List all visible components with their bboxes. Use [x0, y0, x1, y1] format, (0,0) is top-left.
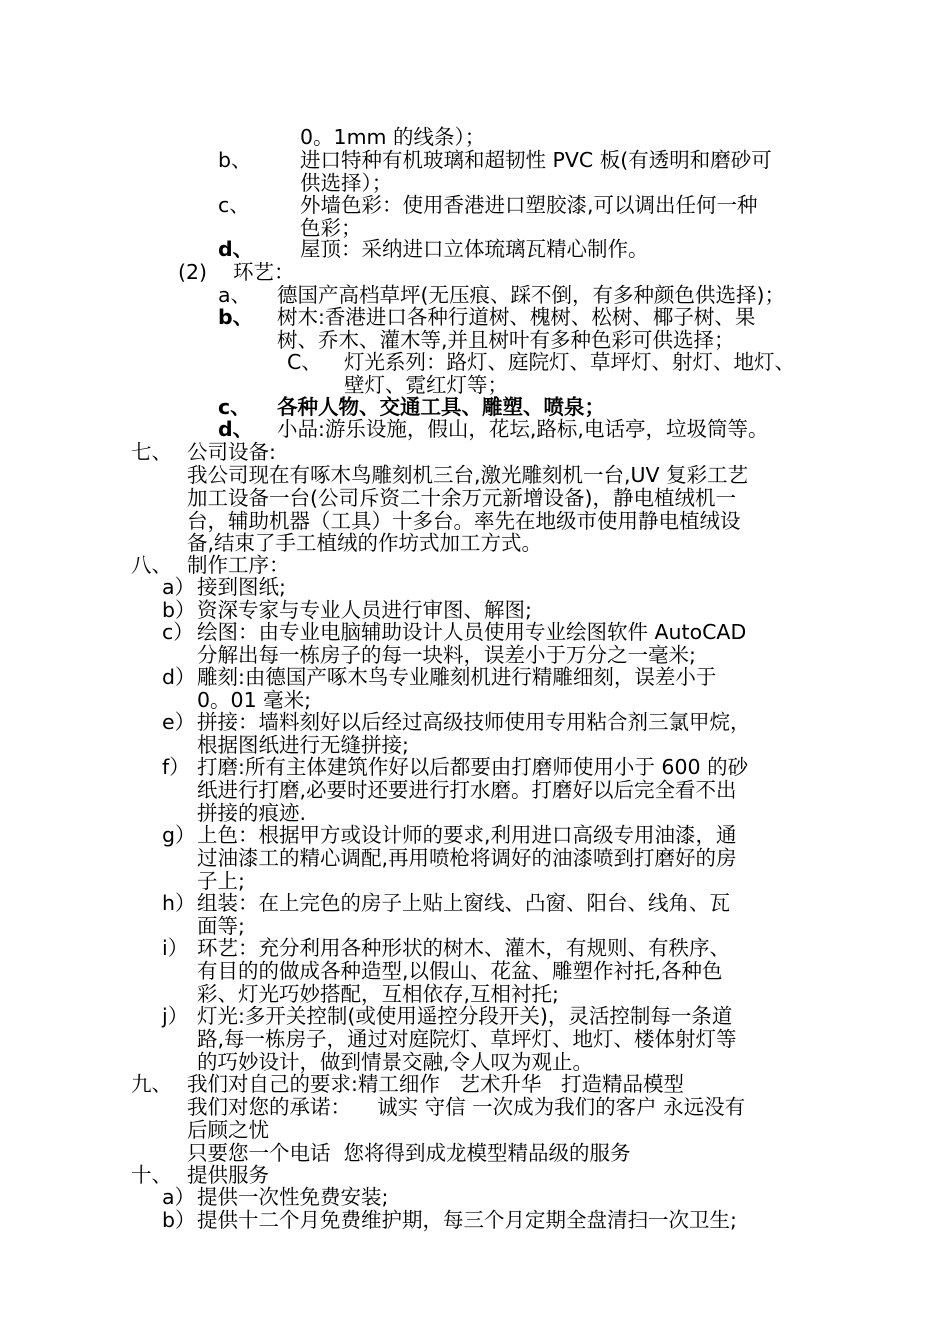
text-line: 纸进行打磨,必要时还要进行打水磨。打磨好以后完全看不出 [197, 778, 737, 802]
section-heading: 我们对自己的要求:精工细作 艺术升华 打造精品模型 [187, 1072, 685, 1096]
text-line: 德国产高档草坪(无压痕、踩不倒，有多种颜色供选择)； [277, 283, 785, 307]
text-line: 壁灯、霓红灯等； [344, 373, 508, 397]
list-marker: e） [162, 710, 196, 734]
list-marker: a、 [218, 283, 252, 307]
text-line: 提供一次性免费安装; [197, 1185, 389, 1209]
text-line: 打磨:所有主体建筑作好以后都要由打磨师使用小于 600 的砂 [197, 755, 749, 779]
text-line: 组装：在上完色的房子上贴上窗线、凸窗、阳台、线角、瓦 [197, 891, 730, 915]
text-line: 只要您一个电话 您将得到成龙模型精品级的服务 [187, 1141, 631, 1165]
list-marker: i） [162, 936, 189, 960]
section-heading: 制作工序： [187, 553, 290, 577]
text-line: 根据图纸进行无缝拼接; [197, 733, 409, 757]
list-marker: d） [162, 665, 196, 689]
text-line: 备,结束了手工植绒的作坊式加工方式。 [187, 531, 543, 555]
text-line: 灯光:多开关控制(或使用遥控分段开关)，灵活控制每一条道 [197, 1004, 733, 1028]
section-number: 九、 [131, 1072, 172, 1096]
text-line: 子上; [197, 869, 245, 893]
section-heading: 环艺： [233, 260, 295, 284]
text-line: 台，辅助机器（工具）十多台。率先在地级市使用静电植绒设 [187, 509, 741, 533]
list-marker: f） [162, 755, 190, 779]
text-line: 环艺：充分利用各种形状的树木、灌木，有规则、有秩序、 [197, 936, 730, 960]
text-line: 有目的的做成各种造型,以假山、花盆、雕塑作衬托,各种色 [197, 959, 723, 983]
list-marker: d、 [218, 417, 254, 441]
text-line: 0。1mm 的线条）； [300, 125, 486, 149]
text-line: 绘图：由专业电脑辅助设计人员使用专业绘图软件 AutoCAD [197, 620, 747, 644]
text-line: 加工设备一台(公司斥资二十余万元新增设备)，静电植绒机一 [187, 486, 736, 510]
text-line: 面等; [197, 914, 245, 938]
text-line: 资深专家与专业人员进行审图、解图; [197, 598, 532, 622]
section-number: 八、 [131, 553, 172, 577]
text-line: 我公司现在有啄木鸟雕刻机三台,激光雕刻机一台,UV 复彩工艺 [187, 463, 749, 487]
text-line: 0。01 毫米; [197, 688, 312, 712]
list-marker: a） [162, 1185, 196, 1209]
text-line: 后顾之忧 [187, 1118, 269, 1142]
list-marker: a） [162, 575, 196, 599]
list-marker: b） [162, 598, 196, 622]
section-number: 十、 [131, 1163, 172, 1187]
list-marker: b、 [218, 305, 254, 329]
list-marker: c、 [218, 395, 251, 419]
text-line: 的巧妙设计，做到情景交融,令人叹为观止。 [197, 1050, 594, 1074]
text-line: 树、乔木、灌木等,并且树叶有多种色彩可供选择； [277, 328, 735, 352]
text-line: 屋顶：采纳进口立体琉璃瓦精心制作。 [300, 237, 649, 261]
list-marker: C、 [287, 350, 322, 374]
text-line: 供选择）； [300, 171, 393, 195]
section-heading: 公司设备: [187, 440, 276, 464]
list-marker: b） [162, 1208, 196, 1232]
text-line: 外墙色彩：使用香港进口塑胶漆,可以调出任何一种 [300, 193, 758, 217]
text-line: 色彩； [300, 216, 362, 240]
text-line: 灯光系列：路灯、庭院灯、草坪灯、射灯、地灯、 [344, 350, 795, 374]
text-line: 提供十二个月免费维护期，每三个月定期全盘清扫一次卫生; [197, 1208, 737, 1232]
text-line: 拼接：墙料刻好以后经过高级技师使用专用粘合剂三氯甲烷， [197, 710, 751, 734]
section-number: 七、 [131, 440, 172, 464]
list-marker: c） [162, 620, 194, 644]
list-marker: c、 [218, 193, 250, 217]
text-line: 雕刻:由德国产啄木鸟专业雕刻机进行精雕细刻，误差小于 [197, 665, 717, 689]
text-line: 接到图纸; [197, 575, 286, 599]
text-line: 小品:游乐设施，假山，花坛,路标,电话亭，垃圾筒等。 [277, 417, 769, 441]
text-line: 路,每一栋房子，通过对庭院灯、草坪灯、地灯、楼体射灯等 [197, 1027, 737, 1051]
list-marker: b、 [218, 148, 252, 172]
text-line: 拼接的痕迹. [197, 801, 307, 825]
text-line: 树木:香港进口各种行道树、槐树、松树、椰子树、果 [277, 305, 756, 329]
list-marker: g） [162, 823, 196, 847]
text-line: 彩、灯光巧妙搭配，互相依存,互相衬托; [197, 982, 559, 1006]
list-marker: (2) [178, 260, 208, 284]
list-marker: d、 [218, 237, 254, 261]
list-marker: j） [162, 1004, 189, 1028]
text-line: 进口特种有机玻璃和超韧性 PVC 板(有透明和磨砂可 [300, 148, 772, 172]
text-line: 过油漆工的精心调配,再用喷枪将调好的油漆喷到打磨好的房 [197, 846, 737, 870]
section-heading: 提供服务 [187, 1163, 269, 1187]
text-line: 我们对您的承诺： 诚实 守信 一次成为我们的客户 永远没有 [187, 1095, 746, 1119]
list-marker: h） [162, 891, 196, 915]
text-line: 上色：根据甲方或设计师的要求,利用进口高级专用油漆，通 [197, 823, 737, 847]
text-line: 各种人物、交通工具、雕塑、喷泉； [277, 395, 605, 419]
text-line: 分解出每一栋房子的每一块料，误差小于万分之一毫米; [197, 643, 696, 667]
